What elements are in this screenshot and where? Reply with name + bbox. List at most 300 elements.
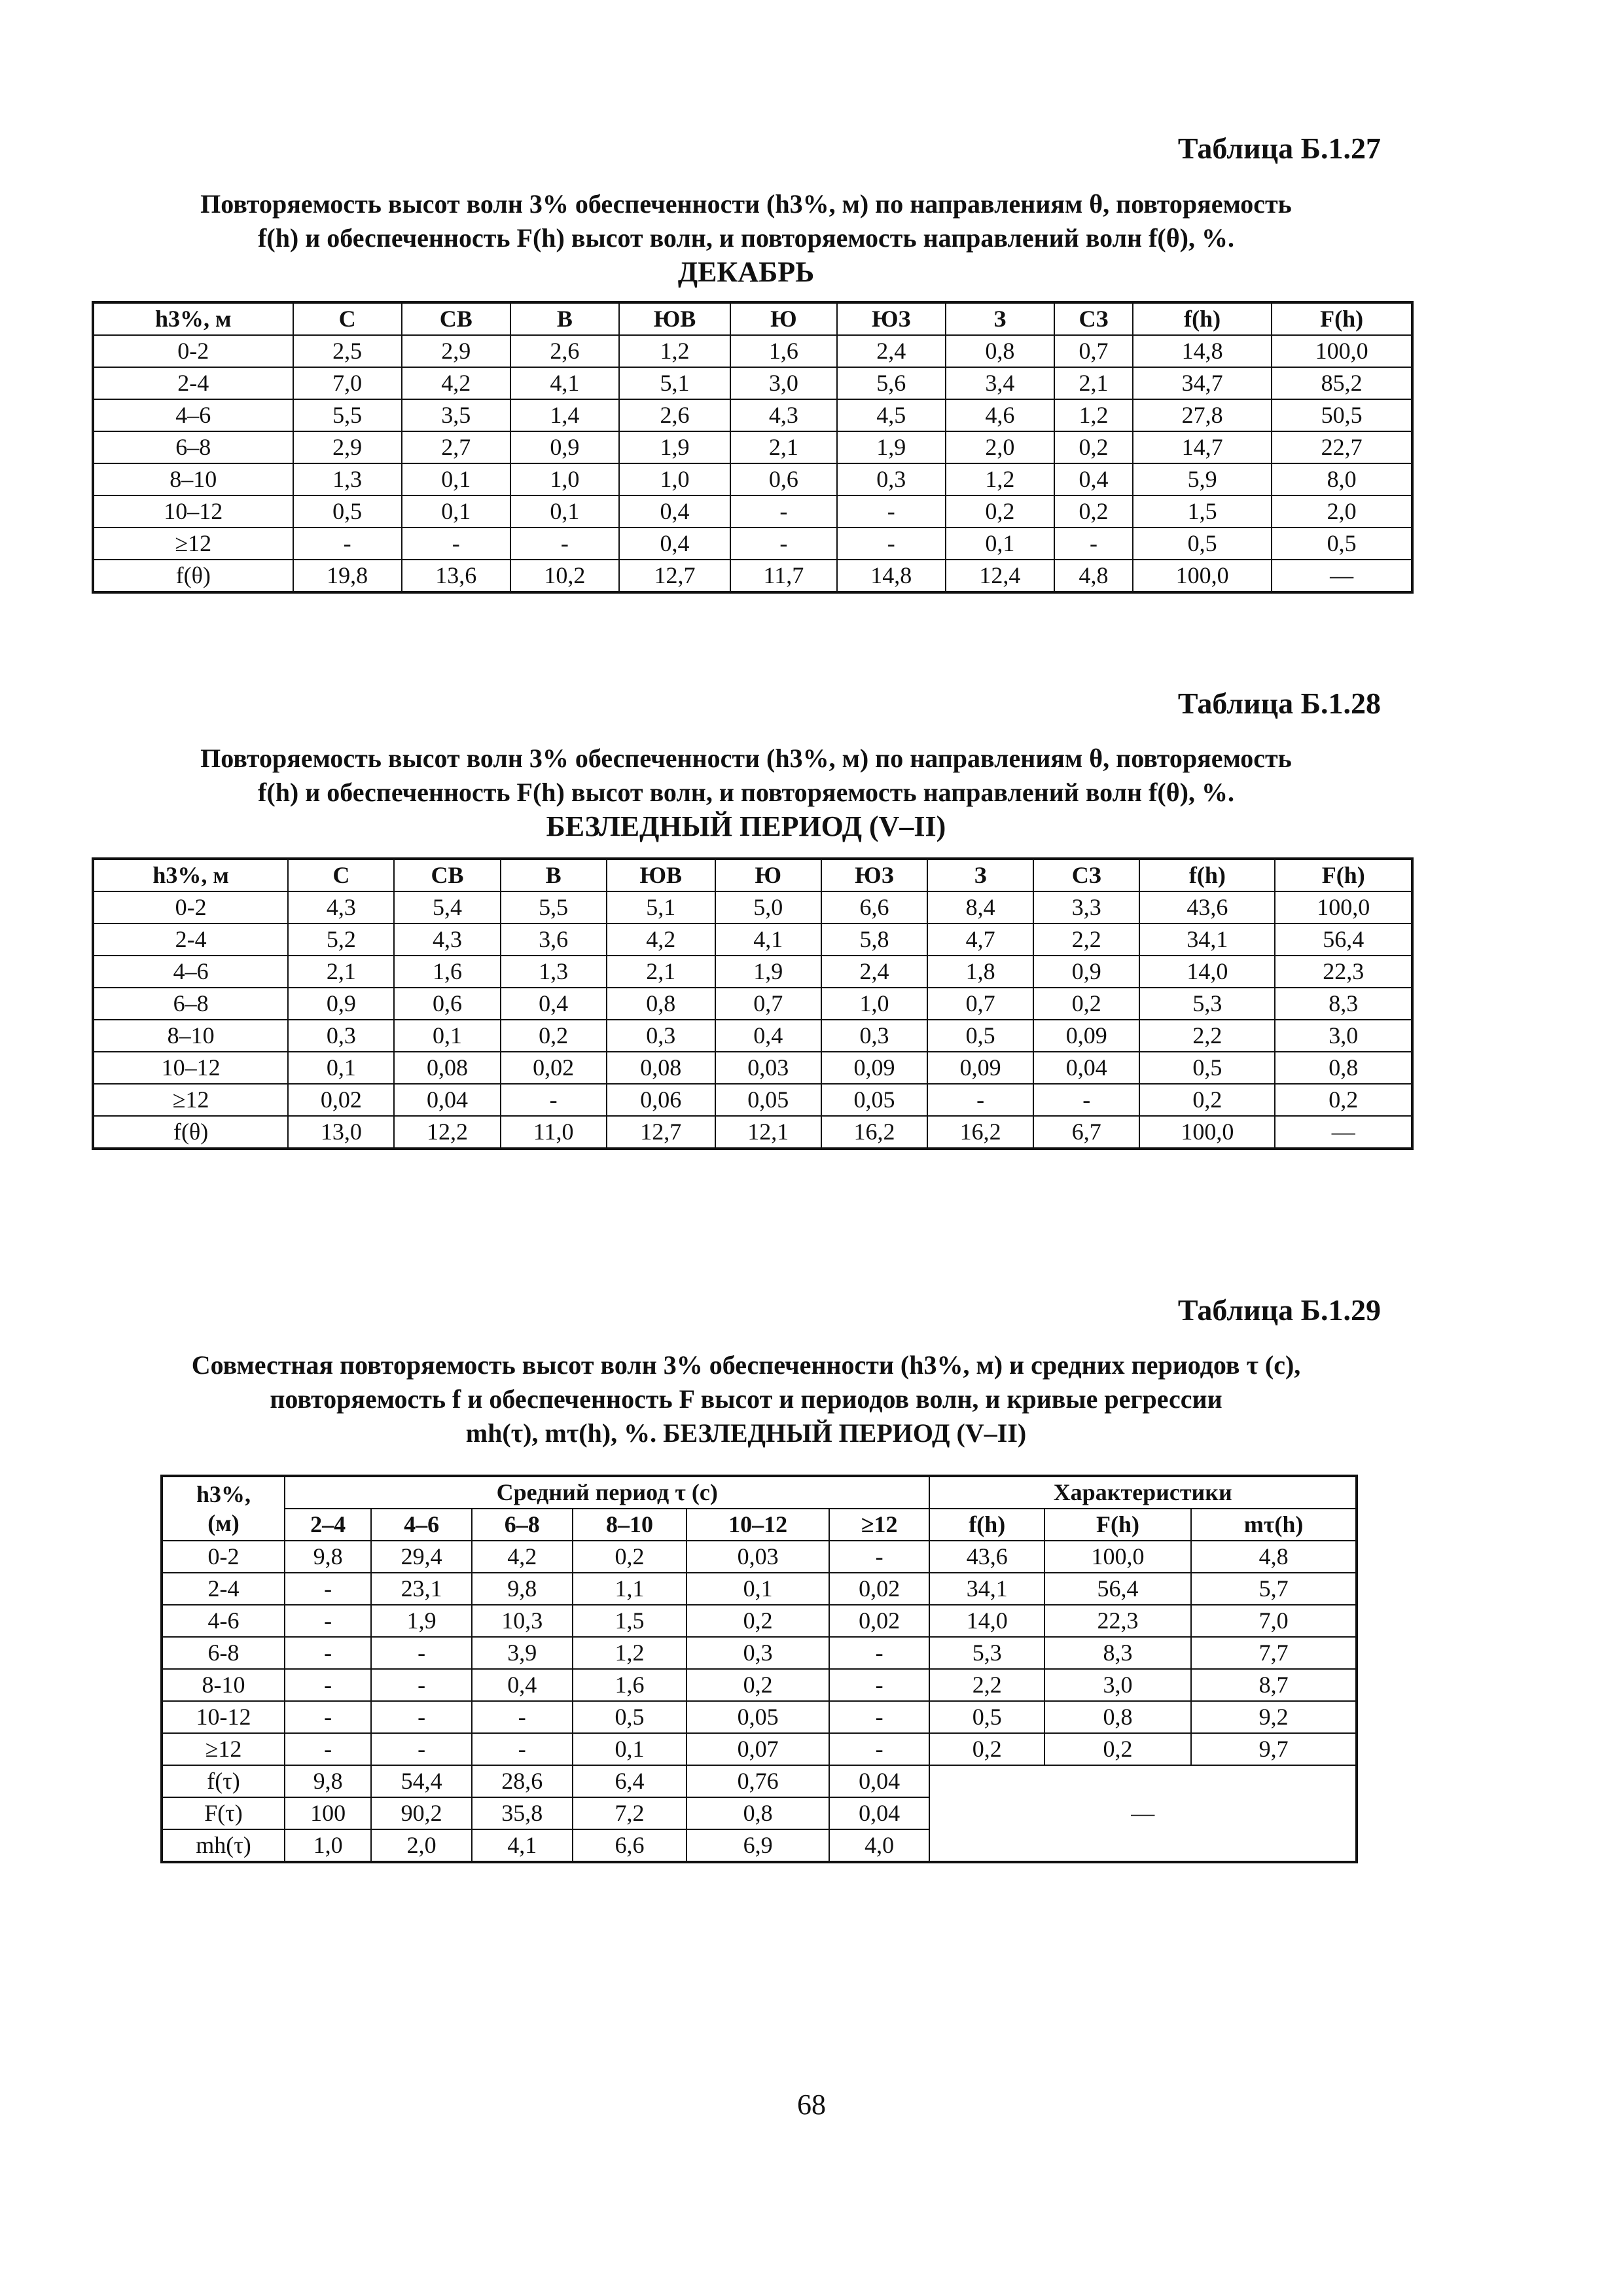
table-cell: 100,0 bbox=[1044, 1541, 1191, 1573]
table-cell: 85,2 bbox=[1272, 367, 1412, 399]
table-cell: - bbox=[285, 1669, 371, 1701]
table-row bbox=[162, 1541, 1357, 1573]
table-cell: - bbox=[730, 528, 837, 560]
table-cell: - bbox=[1033, 1084, 1139, 1116]
table-cell: 8,7 bbox=[1191, 1669, 1357, 1701]
table-cell: 1,0 bbox=[821, 988, 927, 1020]
table-cell: 1,3 bbox=[501, 956, 607, 988]
row-label: 4–6 bbox=[93, 956, 288, 988]
column-header: F(h) bbox=[1275, 859, 1412, 891]
table-cell: - bbox=[371, 1637, 472, 1669]
table-cell: - bbox=[371, 1701, 472, 1733]
table-cell: 2,6 bbox=[619, 399, 730, 431]
summary-dash-cell: — bbox=[929, 1765, 1357, 1862]
table-cell: 1,5 bbox=[1133, 495, 1272, 528]
column-header: 10–12 bbox=[687, 1509, 829, 1541]
table-cell: 100,0 bbox=[1133, 560, 1272, 592]
table-cell: 12,7 bbox=[619, 560, 730, 592]
table-cell: 16,2 bbox=[927, 1116, 1033, 1149]
table-cell: - bbox=[371, 1669, 472, 1701]
table-cell: 1,6 bbox=[394, 956, 500, 988]
table-cell: — bbox=[1275, 1116, 1412, 1149]
table-cell: 5,0 bbox=[715, 891, 821, 924]
caption-line: Повторяемость высот волн 3% обеспеченности (h3%, м) по направлениям θ, повторяемость bbox=[200, 744, 1292, 773]
table-cell: 0,2 bbox=[1275, 1084, 1412, 1116]
table-cell: 0,05 bbox=[687, 1701, 829, 1733]
row-header-line: (м) bbox=[207, 1510, 240, 1536]
group-characteristics-header: Характеристики bbox=[929, 1476, 1357, 1509]
table-cell: 0,1 bbox=[946, 528, 1054, 560]
column-header: F(h) bbox=[1272, 302, 1412, 335]
table-cell: 1,8 bbox=[927, 956, 1033, 988]
table-cell: 2,1 bbox=[607, 956, 715, 988]
table-cell: 1,2 bbox=[1054, 399, 1133, 431]
row-label: ≥12 bbox=[93, 528, 293, 560]
column-header: ЮВ bbox=[619, 302, 730, 335]
table-cell: 10,3 bbox=[472, 1605, 573, 1637]
row-label: 10–12 bbox=[93, 495, 293, 528]
caption-subtitle: БЕЗЛЕДНЫЙ ПЕРИОД (V–II) bbox=[546, 810, 946, 842]
table-cell: 8,3 bbox=[1044, 1637, 1191, 1669]
table-27-caption bbox=[92, 187, 1400, 289]
table-cell: 4,7 bbox=[927, 924, 1033, 956]
table-cell: 0,1 bbox=[402, 495, 510, 528]
table-cell: - bbox=[829, 1541, 930, 1573]
caption-subtitle: ДЕКАБРЬ bbox=[677, 256, 815, 288]
table-cell: 100 bbox=[285, 1797, 371, 1829]
table-cell: 8,4 bbox=[927, 891, 1033, 924]
table-cell: 0,4 bbox=[501, 988, 607, 1020]
column-header: h3%, м bbox=[93, 302, 293, 335]
table-cell: 1,2 bbox=[946, 463, 1054, 495]
table-row bbox=[93, 924, 1412, 956]
table-cell: 0,2 bbox=[1054, 495, 1133, 528]
table-cell: 5,3 bbox=[929, 1637, 1044, 1669]
row-label: 0-2 bbox=[93, 891, 288, 924]
table-cell: 9,8 bbox=[285, 1765, 371, 1797]
total-row bbox=[93, 1116, 1412, 1149]
row-label: 8-10 bbox=[162, 1669, 285, 1701]
table-cell: 7,7 bbox=[1191, 1637, 1357, 1669]
table-28 bbox=[92, 857, 1414, 1150]
column-header: СВ bbox=[394, 859, 500, 891]
table-cell: 90,2 bbox=[371, 1797, 472, 1829]
table-cell: 0,1 bbox=[288, 1052, 394, 1084]
table-cell: 56,4 bbox=[1044, 1573, 1191, 1605]
table-cell: 23,1 bbox=[371, 1573, 472, 1605]
table-cell: 14,7 bbox=[1133, 431, 1272, 463]
table-cell: - bbox=[927, 1084, 1033, 1116]
table-cell: 4,8 bbox=[1054, 560, 1133, 592]
row-label: 8–10 bbox=[93, 463, 293, 495]
table-cell: 1,0 bbox=[510, 463, 619, 495]
table-cell: 4,2 bbox=[472, 1541, 573, 1573]
row-label: 2-4 bbox=[93, 924, 288, 956]
table-cell: 0,6 bbox=[730, 463, 837, 495]
table-row bbox=[93, 495, 1412, 528]
table-cell: 1,2 bbox=[573, 1637, 687, 1669]
column-header: f(h) bbox=[1133, 302, 1272, 335]
table-cell: 4,3 bbox=[394, 924, 500, 956]
table-cell: 0,9 bbox=[510, 431, 619, 463]
header-row bbox=[93, 302, 1412, 335]
table-cell: 22,3 bbox=[1044, 1605, 1191, 1637]
table-cell: 5,5 bbox=[501, 891, 607, 924]
table-cell: 8,3 bbox=[1275, 988, 1412, 1020]
table-cell: 9,8 bbox=[472, 1573, 573, 1605]
table-cell: 2,0 bbox=[946, 431, 1054, 463]
column-header: h3%, м bbox=[93, 859, 288, 891]
table-cell: 2,2 bbox=[1033, 924, 1139, 956]
table-cell: - bbox=[501, 1084, 607, 1116]
table-row bbox=[162, 1669, 1357, 1701]
table-cell: 1,6 bbox=[730, 335, 837, 367]
row-label: 2-4 bbox=[93, 367, 293, 399]
table-cell: 6,6 bbox=[573, 1829, 687, 1862]
table-cell: 5,7 bbox=[1191, 1573, 1357, 1605]
row-label: mh(τ) bbox=[162, 1829, 285, 1862]
table-cell: 14,8 bbox=[1133, 335, 1272, 367]
column-header: З bbox=[946, 302, 1054, 335]
column-header: ≥12 bbox=[829, 1509, 930, 1541]
table-cell: 7,2 bbox=[573, 1797, 687, 1829]
table-cell: 100,0 bbox=[1275, 891, 1412, 924]
table-cell: 19,8 bbox=[293, 560, 402, 592]
table-cell: 0,8 bbox=[687, 1797, 829, 1829]
column-header: СЗ bbox=[1033, 859, 1139, 891]
table-cell: 0,03 bbox=[715, 1052, 821, 1084]
table-cell: 28,6 bbox=[472, 1765, 573, 1797]
table-cell: 0,2 bbox=[1054, 431, 1133, 463]
table-cell: 5,1 bbox=[607, 891, 715, 924]
table-cell: - bbox=[829, 1669, 930, 1701]
table-cell: 0,7 bbox=[715, 988, 821, 1020]
row-label: f(τ) bbox=[162, 1765, 285, 1797]
table-cell: 0,8 bbox=[1275, 1052, 1412, 1084]
header-row bbox=[93, 859, 1412, 891]
table-cell: 0,03 bbox=[687, 1541, 829, 1573]
table-cell: - bbox=[829, 1637, 930, 1669]
table-cell: 0,5 bbox=[293, 495, 402, 528]
table-cell: 2,2 bbox=[1139, 1020, 1275, 1052]
row-header-cell bbox=[162, 1476, 285, 1541]
table-cell: 6,4 bbox=[573, 1765, 687, 1797]
table-cell: 0,2 bbox=[929, 1733, 1044, 1765]
page-number: 68 bbox=[797, 2089, 826, 2121]
row-label: f(θ) bbox=[93, 560, 293, 592]
table-cell: 7,0 bbox=[293, 367, 402, 399]
table-cell: 0,1 bbox=[510, 495, 619, 528]
table-cell: 0,4 bbox=[472, 1669, 573, 1701]
table-cell: 0,7 bbox=[1054, 335, 1133, 367]
table-cell: - bbox=[293, 528, 402, 560]
row-label: 8–10 bbox=[93, 1020, 288, 1052]
table-cell: - bbox=[285, 1701, 371, 1733]
table-cell: 16,2 bbox=[821, 1116, 927, 1149]
table-cell: 0,09 bbox=[927, 1052, 1033, 1084]
table-row bbox=[93, 956, 1412, 988]
table-cell: 1,0 bbox=[285, 1829, 371, 1862]
column-header: 6–8 bbox=[472, 1509, 573, 1541]
table-cell: 0,2 bbox=[1044, 1733, 1191, 1765]
table-cell: 34,7 bbox=[1133, 367, 1272, 399]
table-cell: 27,8 bbox=[1133, 399, 1272, 431]
table-cell: 0,3 bbox=[687, 1637, 829, 1669]
table-cell: 4,5 bbox=[837, 399, 946, 431]
table-cell: 1,4 bbox=[510, 399, 619, 431]
table-row bbox=[93, 1020, 1412, 1052]
table-cell: 6,6 bbox=[821, 891, 927, 924]
table-row bbox=[162, 1605, 1357, 1637]
table-cell: 11,0 bbox=[501, 1116, 607, 1149]
table-cell: 0,9 bbox=[288, 988, 394, 1020]
table-cell: 5,6 bbox=[837, 367, 946, 399]
row-label: 6-8 bbox=[162, 1637, 285, 1669]
table-cell: 2,2 bbox=[929, 1669, 1044, 1701]
table-cell: 0,5 bbox=[927, 1020, 1033, 1052]
table-cell: 10,2 bbox=[510, 560, 619, 592]
table-cell: - bbox=[472, 1733, 573, 1765]
caption-line: Совместная повторяемость высот волн 3% обеспеченности (h3%, м) и средних периодов τ (с), bbox=[191, 1350, 1301, 1380]
column-header: Ю bbox=[715, 859, 821, 891]
summary-row bbox=[162, 1765, 1357, 1797]
table-29-caption bbox=[92, 1348, 1400, 1450]
table-cell: 4,3 bbox=[730, 399, 837, 431]
table-cell: 14,0 bbox=[1139, 956, 1275, 988]
table-cell: - bbox=[837, 528, 946, 560]
table-cell: 0,8 bbox=[1044, 1701, 1191, 1733]
table-cell: - bbox=[371, 1733, 472, 1765]
table-cell: 0,3 bbox=[837, 463, 946, 495]
table-cell: 0,4 bbox=[619, 495, 730, 528]
table-cell: - bbox=[730, 495, 837, 528]
row-label: 6–8 bbox=[93, 431, 293, 463]
table-cell: 0,3 bbox=[607, 1020, 715, 1052]
table-cell: 0,04 bbox=[1033, 1052, 1139, 1084]
table-cell: 0,2 bbox=[501, 1020, 607, 1052]
table-cell: 1,0 bbox=[619, 463, 730, 495]
table-cell: 43,6 bbox=[1139, 891, 1275, 924]
table-cell: 0,07 bbox=[687, 1733, 829, 1765]
table-cell: 0,09 bbox=[821, 1052, 927, 1084]
table-cell: 5,5 bbox=[293, 399, 402, 431]
table-cell: 3,5 bbox=[402, 399, 510, 431]
table-cell: 0,3 bbox=[288, 1020, 394, 1052]
table-cell: 4,1 bbox=[715, 924, 821, 956]
table-cell: 1,9 bbox=[715, 956, 821, 988]
table-row bbox=[162, 1637, 1357, 1669]
table-cell: 7,0 bbox=[1191, 1605, 1357, 1637]
table-row bbox=[93, 1052, 1412, 1084]
table-27-label: Таблица Б.1.27 bbox=[1177, 132, 1381, 165]
table-cell: 0,5 bbox=[1139, 1052, 1275, 1084]
table-cell: 2,5 bbox=[293, 335, 402, 367]
table-cell: 0,1 bbox=[402, 463, 510, 495]
table-cell: - bbox=[285, 1605, 371, 1637]
table-28-label: Таблица Б.1.28 bbox=[1177, 687, 1381, 720]
table-row bbox=[93, 891, 1412, 924]
table-cell: 2,1 bbox=[1054, 367, 1133, 399]
caption-line: повторяемость f и обеспеченность F высот и периодов волн, и кривые регрессии bbox=[270, 1384, 1222, 1414]
column-header: Ю bbox=[730, 302, 837, 335]
table-row bbox=[93, 367, 1412, 399]
table-cell: - bbox=[285, 1733, 371, 1765]
table-cell: 1,9 bbox=[371, 1605, 472, 1637]
table-cell: 9,2 bbox=[1191, 1701, 1357, 1733]
row-label: 0-2 bbox=[162, 1541, 285, 1573]
table-cell: 0,76 bbox=[687, 1765, 829, 1797]
table-cell: 2,1 bbox=[730, 431, 837, 463]
row-label: 10–12 bbox=[93, 1052, 288, 1084]
row-label: 6–8 bbox=[93, 988, 288, 1020]
table-cell: 0,08 bbox=[607, 1052, 715, 1084]
table-cell: 13,0 bbox=[288, 1116, 394, 1149]
column-header: ЮВ bbox=[607, 859, 715, 891]
table-cell: 4,3 bbox=[288, 891, 394, 924]
table-cell: 54,4 bbox=[371, 1765, 472, 1797]
table-cell: 5,4 bbox=[394, 891, 500, 924]
column-header: В bbox=[510, 302, 619, 335]
table-cell: 0,5 bbox=[1133, 528, 1272, 560]
table-cell: 0,05 bbox=[715, 1084, 821, 1116]
table-cell: 8,0 bbox=[1272, 463, 1412, 495]
table-cell: 4,6 bbox=[946, 399, 1054, 431]
table-28-caption bbox=[92, 742, 1400, 844]
caption-line: mh(τ), mτ(h), %. БЕЗЛЕДНЫЙ ПЕРИОД (V–II) bbox=[465, 1418, 1027, 1448]
table-row bbox=[93, 335, 1412, 367]
column-header: В bbox=[501, 859, 607, 891]
table-cell: 34,1 bbox=[929, 1573, 1044, 1605]
total-row bbox=[93, 560, 1412, 592]
caption-line: f(h) и обеспеченность F(h) высот волн, и повторяемость направлений волн f(θ), %. bbox=[258, 778, 1234, 807]
table-cell: 2,0 bbox=[371, 1829, 472, 1862]
column-header: СВ bbox=[402, 302, 510, 335]
table-cell: 0,1 bbox=[394, 1020, 500, 1052]
table-cell: 1,2 bbox=[619, 335, 730, 367]
table-cell: 4,2 bbox=[402, 367, 510, 399]
table-cell: 0,3 bbox=[821, 1020, 927, 1052]
table-cell: 4,1 bbox=[510, 367, 619, 399]
table-row bbox=[93, 988, 1412, 1020]
table-cell: 11,7 bbox=[730, 560, 837, 592]
table-cell: 12,4 bbox=[946, 560, 1054, 592]
table-cell: - bbox=[829, 1733, 930, 1765]
table-cell: 4,1 bbox=[472, 1829, 573, 1862]
table-cell: 0,02 bbox=[288, 1084, 394, 1116]
table-cell: 2,1 bbox=[288, 956, 394, 988]
table-cell: 3,0 bbox=[1044, 1669, 1191, 1701]
row-label: 4–6 bbox=[93, 399, 293, 431]
table-row bbox=[93, 399, 1412, 431]
table-cell: 3,6 bbox=[501, 924, 607, 956]
table-27 bbox=[92, 301, 1414, 594]
table-cell: 0,2 bbox=[687, 1669, 829, 1701]
table-cell: 1,9 bbox=[619, 431, 730, 463]
table-cell: - bbox=[472, 1701, 573, 1733]
caption-line: f(h) и обеспеченность F(h) высот волн, и повторяемость направлений волн f(θ), %. bbox=[258, 223, 1234, 253]
column-header: С bbox=[293, 302, 402, 335]
table-cell: 0,4 bbox=[619, 528, 730, 560]
table-cell: 0,5 bbox=[1272, 528, 1412, 560]
column-header: mτ(h) bbox=[1191, 1509, 1357, 1541]
row-label: F(τ) bbox=[162, 1797, 285, 1829]
table-cell: 0,08 bbox=[394, 1052, 500, 1084]
table-cell: 2,4 bbox=[821, 956, 927, 988]
table-cell: 2,9 bbox=[402, 335, 510, 367]
table-cell: 14,0 bbox=[929, 1605, 1044, 1637]
table-cell: 0,04 bbox=[829, 1797, 930, 1829]
table-cell: 0,6 bbox=[394, 988, 500, 1020]
column-header: ЮЗ bbox=[821, 859, 927, 891]
table-cell: 0,2 bbox=[573, 1541, 687, 1573]
table-cell: 0,2 bbox=[1033, 988, 1139, 1020]
table-cell: 4,2 bbox=[607, 924, 715, 956]
table-cell: - bbox=[510, 528, 619, 560]
column-header: ЮЗ bbox=[837, 302, 946, 335]
table-cell: 0,5 bbox=[929, 1701, 1044, 1733]
row-label: ≥12 bbox=[162, 1733, 285, 1765]
column-header: 2–4 bbox=[285, 1509, 371, 1541]
row-label: 2-4 bbox=[162, 1573, 285, 1605]
table-cell: 0,8 bbox=[946, 335, 1054, 367]
table-cell: 9,8 bbox=[285, 1541, 371, 1573]
caption-line: Повторяемость высот волн 3% обеспеченности (h3%, м) по направлениям θ, повторяемость bbox=[200, 189, 1292, 219]
row-label: ≥12 bbox=[93, 1084, 288, 1116]
table-cell: - bbox=[285, 1637, 371, 1669]
column-header: 8–10 bbox=[573, 1509, 687, 1541]
table-cell: 0,02 bbox=[501, 1052, 607, 1084]
table-cell: - bbox=[402, 528, 510, 560]
table-cell: 1,5 bbox=[573, 1605, 687, 1637]
column-header: С bbox=[288, 859, 394, 891]
row-label: 0-2 bbox=[93, 335, 293, 367]
table-cell: 6,9 bbox=[687, 1829, 829, 1862]
table-cell: 3,0 bbox=[730, 367, 837, 399]
column-header: F(h) bbox=[1044, 1509, 1191, 1541]
table-29 bbox=[160, 1475, 1358, 1863]
table-cell: 0,02 bbox=[829, 1605, 930, 1637]
row-label: f(θ) bbox=[93, 1116, 288, 1149]
table-cell: 12,1 bbox=[715, 1116, 821, 1149]
column-header: СЗ bbox=[1054, 302, 1133, 335]
table-cell: 29,4 bbox=[371, 1541, 472, 1573]
table-cell: 2,4 bbox=[837, 335, 946, 367]
table-cell: 0,1 bbox=[573, 1733, 687, 1765]
table-cell: 1,6 bbox=[573, 1669, 687, 1701]
table-cell: 5,8 bbox=[821, 924, 927, 956]
column-header: З bbox=[927, 859, 1033, 891]
table-cell: 1,9 bbox=[837, 431, 946, 463]
table-cell: 0,02 bbox=[829, 1573, 930, 1605]
table-cell: 4,8 bbox=[1191, 1541, 1357, 1573]
table-cell: 0,1 bbox=[687, 1573, 829, 1605]
table-cell: - bbox=[1054, 528, 1133, 560]
table-cell: 0,04 bbox=[394, 1084, 500, 1116]
table-cell: 100,0 bbox=[1139, 1116, 1275, 1149]
table-cell: 4,0 bbox=[829, 1829, 930, 1862]
table-cell: 22,3 bbox=[1275, 956, 1412, 988]
row-header-line: h3%, bbox=[196, 1481, 251, 1507]
table-cell: 3,4 bbox=[946, 367, 1054, 399]
table-cell: 0,5 bbox=[573, 1701, 687, 1733]
table-cell: 5,3 bbox=[1139, 988, 1275, 1020]
table-cell: 0,09 bbox=[1033, 1020, 1139, 1052]
table-cell: 0,2 bbox=[946, 495, 1054, 528]
group-period-header: Средний период τ (с) bbox=[285, 1476, 929, 1509]
table-cell: 5,2 bbox=[288, 924, 394, 956]
table-cell: 22,7 bbox=[1272, 431, 1412, 463]
column-header: f(h) bbox=[929, 1509, 1044, 1541]
